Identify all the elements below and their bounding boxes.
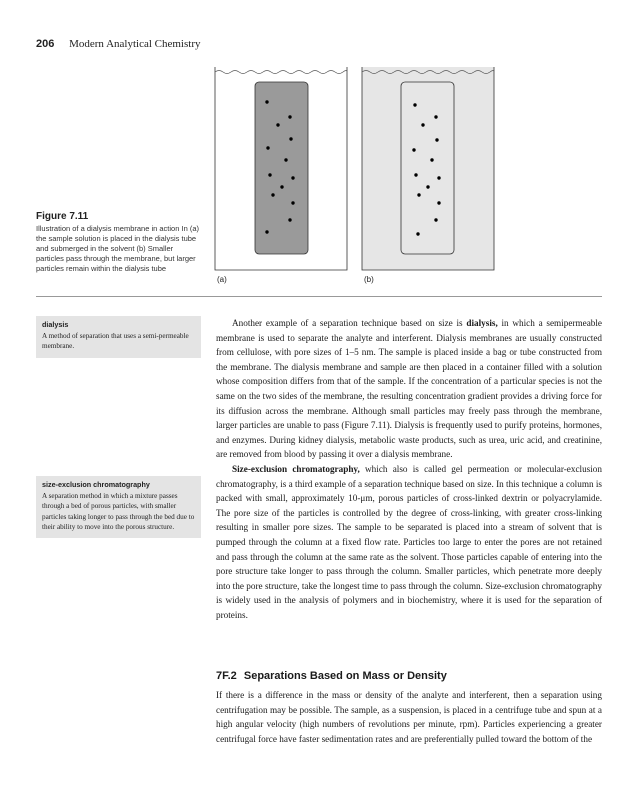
panel-b-label: (b): [364, 275, 374, 284]
glossary-definition: A method of separation that uses a semi-permeable membrane.: [42, 332, 189, 351]
section-number: 7F.2: [216, 670, 237, 682]
glossary-term: size-exclusion chromatography: [42, 480, 150, 489]
particle: [271, 193, 274, 196]
particle: [430, 158, 433, 161]
particle: [437, 201, 440, 204]
main-text: [216, 316, 602, 622]
particle: [416, 232, 419, 235]
glossary-box-size-exclusion: [36, 476, 201, 538]
particle: [434, 218, 437, 221]
particle: [434, 115, 437, 118]
section-heading: [216, 670, 447, 682]
particle: [288, 218, 291, 221]
page-number: 206: [36, 38, 55, 50]
figure-title: Figure 7.11: [36, 211, 89, 222]
particle: [426, 185, 429, 188]
particle: [265, 100, 268, 103]
particle: [291, 201, 294, 204]
particle: [276, 123, 279, 126]
particle: [284, 158, 287, 161]
paragraph-mass-density: If there is a difference in the mass or density of the analyte and interferent, then a separation using centrifugation may be possible. The sample, as a suspension, is placed in a centrifuge tube and spun at a high angular velocity (high numbers of revolutions per minute, rpm). Particles experiencing a greater centrifugal force have faster sedimentation rates and are preferentially pulled toward the bottom of the: [216, 690, 602, 744]
panel-a-label: (a): [217, 275, 227, 284]
page-header: [36, 38, 200, 50]
particle: [289, 137, 292, 140]
text-run: in which a semipermeable membrane is used to separate the analyte and interferent. Dialysis membranes are usually constructed from cellulose, with pore sizes of 1–5 nm. The sample is placed inside a bag or tube constructed from the membrane. The dialysis membrane and sample are then placed in a container filled with a solution whose composition differs from that of the sample. If the concentration of a particular species is not the same on the two sides of the membrane, the resulting concentration gradient provides a driving force for its diffusion across the membrane. Although small particles may freely pass through the membrane, larger particles are unable to pass (Figure 7.11). Dialysis is frequently used to purify proteins, hormones, and enzymes. During kidney dialysis, metabolic waste products, such as urea, uric acid, and creatinine, are removed from blood by passing it over a dialysis membrane.: [216, 318, 602, 460]
glossary-definition: A separation method in which a mixture passes through a bed of porous particles, with smaller particles taking longer to pass through the bed due to their ability to move into the porous structure.: [42, 492, 195, 531]
particle: [417, 193, 420, 196]
particle: [435, 138, 438, 141]
particle: [280, 185, 283, 188]
key-term: dialysis,: [466, 318, 498, 328]
particle: [437, 176, 440, 179]
figure-caption-text: Illustration of a dialysis membrane in action In (a) the sample solution is placed in the dialysis tube and submerged in the solvent (b) Smaller particles pass through the membrane, but larger particles remain within the dialysis tube: [36, 224, 199, 273]
section-title: Separations Based on Mass or Density: [243, 670, 447, 682]
key-term: Size-exclusion chromatography,: [232, 463, 360, 474]
particle: [414, 173, 417, 176]
glossary-term: dialysis: [42, 320, 69, 329]
dialysis-tube-b: [401, 82, 454, 254]
section-text: [216, 688, 602, 746]
paragraph-dialysis: [216, 316, 602, 462]
particle: [412, 148, 415, 151]
dialysis-tube-a: [255, 82, 308, 254]
particle: [413, 103, 416, 106]
text-run: Another example of a separation technique based on size is: [232, 318, 467, 328]
particle: [265, 230, 268, 233]
glossary-box-dialysis: [36, 316, 201, 358]
particle: [266, 146, 269, 149]
dialysis-figure: [200, 62, 600, 274]
particle: [288, 115, 291, 118]
figure-caption: [36, 212, 201, 274]
running-title: Modern Analytical Chemistry: [69, 38, 201, 50]
paragraph-size-exclusion: [216, 462, 602, 623]
particle: [268, 173, 271, 176]
particle: [291, 176, 294, 179]
beaker-b: [362, 67, 494, 270]
divider-rule: [36, 296, 602, 297]
text-run: which also is called gel permeation or molecular-exclusion chromatography, is a third example of a separation technique based on size. In this technique a column is packed with small, approximately 10-μm, porous particles of cross-linked dextrin or polyacrylamide. The pore size of the particles is controlled by the degree of cross-linking, with greater cross-linking resulting in smaller pore sizes. The sample to be separated is placed into a stream of solvent that is pumped through the column at a fixed flow rate. Particles too large to enter the pores are not retained and pass through the column at the same rate as the solvent. Those particles capable of entering into the pore structure take longer to pass through the column. Smaller particles, which penetrate more deeply into the pore structure, take the longest time to pass through the column. Size-exclusion chromatography is widely used in the analysis of polymers and in biochemistry, where it is used for the separation of proteins.: [216, 463, 602, 620]
beaker-a: [215, 67, 347, 270]
particle: [421, 123, 424, 126]
